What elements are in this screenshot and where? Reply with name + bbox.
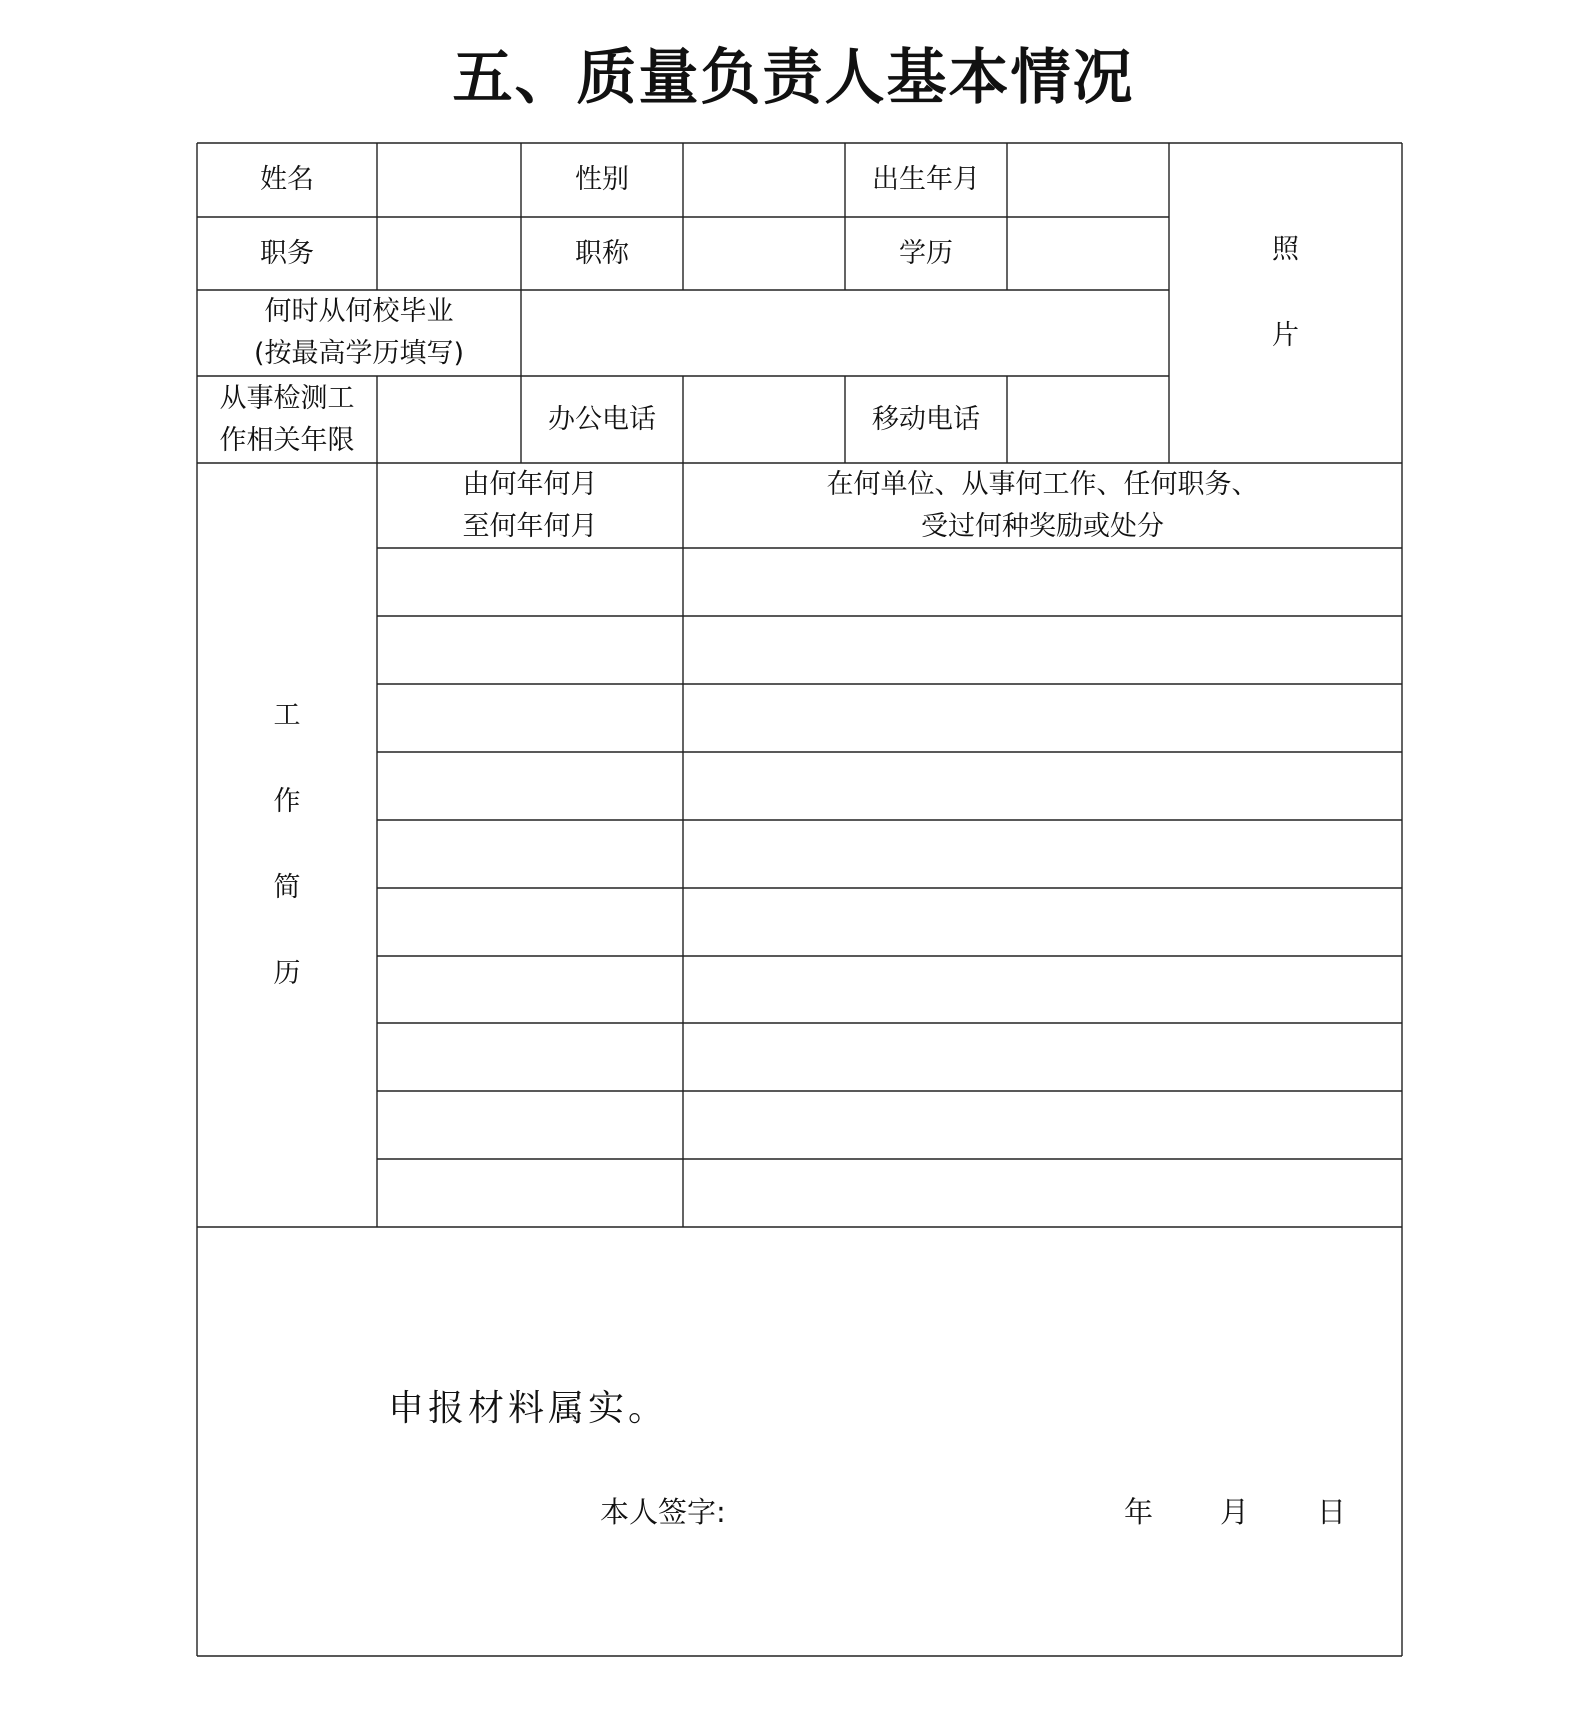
work-history-char: 历 [273, 958, 301, 989]
mobile-phone-label: 移动电话 [872, 403, 980, 435]
gender-label: 性别 [575, 164, 629, 195]
history-details-cell[interactable] [683, 548, 1402, 616]
graduation-label-line1: 何时从何校毕业 [264, 296, 454, 327]
work-history-char: 作 [273, 786, 301, 817]
signature-label: 本人签字: [600, 1495, 726, 1529]
history-period-cell[interactable] [377, 684, 683, 752]
photo-label-2: 片 [1272, 320, 1299, 351]
experience-label-line2: 作相关年限 [219, 424, 355, 456]
photo-box[interactable] [1169, 143, 1402, 463]
photo-label-1: 照 [1272, 234, 1299, 265]
history-details-cell[interactable] [683, 956, 1402, 1023]
history-details-cell[interactable] [683, 752, 1402, 820]
mobile-phone-field[interactable] [1007, 376, 1169, 463]
history-details-cell[interactable] [683, 684, 1402, 752]
birth-label: 出生年月 [872, 164, 980, 195]
experience-field[interactable] [377, 376, 521, 463]
position-field[interactable] [377, 217, 521, 290]
period-header-line2: 至何年何月 [462, 510, 598, 542]
year-label: 年 [1124, 1495, 1154, 1529]
title-field[interactable] [683, 217, 845, 290]
history-details-cell[interactable] [683, 1091, 1402, 1159]
history-details-cell[interactable] [683, 888, 1402, 956]
work-history-char: 简 [273, 872, 301, 903]
history-details-cell[interactable] [683, 1159, 1402, 1227]
day-label: 日 [1317, 1495, 1347, 1529]
details-header-line2: 受过何种奖励或处分 [921, 510, 1164, 542]
month-label: 月 [1220, 1495, 1250, 1529]
work-history-section-label [197, 463, 377, 1227]
history-period-cell[interactable] [377, 548, 683, 616]
position-label: 职务 [260, 237, 314, 269]
signature-field[interactable] [740, 1486, 1080, 1530]
declaration-statement: 申报材料属实。 [388, 1388, 669, 1429]
graduation-label-line2: (按最高学历填写) [253, 338, 465, 369]
history-period-cell[interactable] [377, 956, 683, 1023]
graduation-label [197, 290, 521, 376]
name-label: 姓名 [260, 164, 314, 195]
experience-label [197, 376, 377, 463]
history-period-cell[interactable] [377, 752, 683, 820]
history-details-cell[interactable] [683, 616, 1402, 684]
history-period-cell[interactable] [377, 820, 683, 888]
period-column-header [377, 463, 683, 548]
history-period-cell[interactable] [377, 888, 683, 956]
period-header-line1: 由何年何月 [462, 468, 598, 500]
details-column-header [683, 463, 1402, 548]
history-period-cell[interactable] [377, 1091, 683, 1159]
experience-label-line1: 从事检测工 [219, 382, 355, 414]
office-phone-field[interactable] [683, 376, 845, 463]
history-details-cell[interactable] [683, 1023, 1402, 1091]
education-field[interactable] [1007, 217, 1169, 290]
title-label: 职称 [575, 237, 629, 269]
history-period-cell[interactable] [377, 1023, 683, 1091]
details-header-line1: 在何单位、从事何工作、任何职务、 [826, 468, 1259, 500]
birth-field[interactable] [1007, 143, 1169, 217]
gender-field[interactable] [683, 143, 845, 217]
history-period-cell[interactable] [377, 616, 683, 684]
education-label: 学历 [899, 237, 953, 269]
page-title: 五、质量负责人基本情况 [452, 43, 1135, 113]
name-field[interactable] [377, 143, 521, 217]
history-details-cell[interactable] [683, 820, 1402, 888]
work-history-char: 工 [273, 700, 301, 731]
history-period-cell[interactable] [377, 1159, 683, 1227]
office-phone-label: 办公电话 [548, 403, 656, 435]
graduation-field[interactable] [521, 290, 1169, 376]
